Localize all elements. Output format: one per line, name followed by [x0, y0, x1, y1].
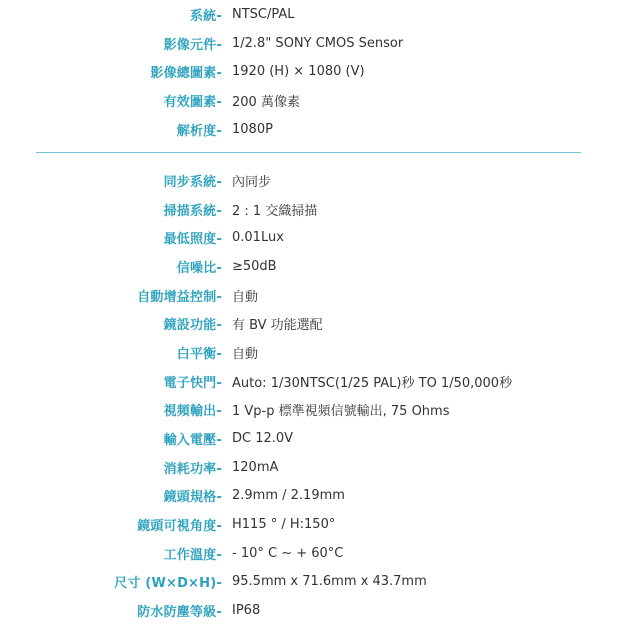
spec-value: 1920 (H) × 1080 (V): [232, 64, 365, 80]
spec-label: 有效圖素 -: [0, 91, 222, 110]
spec-row: [0, 568, 620, 597]
spec-label: 鏡設功能 -: [0, 314, 222, 333]
spec-value: Auto: 1/30NTSC(1/25 PAL)秒 TO 1/50,000秒: [232, 375, 513, 391]
spec-row: [0, 309, 620, 338]
spec-value: - 10° C ~ + 60°C: [232, 545, 344, 561]
spec-row: [0, 29, 620, 58]
spec-row: [0, 57, 620, 86]
spec-label: 消耗功率 -: [0, 458, 222, 477]
spec-value: 0.01Lux: [232, 230, 284, 246]
spec-row: [0, 424, 620, 453]
spec-row: [0, 396, 620, 425]
spec-group-imaging: [0, 0, 620, 143]
spec-value: 自動: [232, 289, 259, 305]
spec-label: 防水防塵等級 -: [0, 601, 222, 620]
spec-row: [0, 453, 620, 482]
spec-value: 2 : 1 交織掃描: [232, 203, 318, 219]
spec-row: [0, 482, 620, 511]
spec-label: 系統 -: [0, 5, 222, 24]
spec-row: [0, 281, 620, 310]
spec-label: 信噪比 -: [0, 257, 222, 276]
spec-row: [0, 86, 620, 115]
spec-value: DC 12.0V: [232, 431, 294, 447]
spec-row: [0, 195, 620, 224]
spec-row: [0, 596, 620, 625]
spec-label: 掃描系統 -: [0, 200, 222, 219]
spec-row: [0, 539, 620, 568]
spec-label: 工作溫度 -: [0, 544, 222, 563]
spec-row: [0, 115, 620, 144]
spec-label: 同步系統 -: [0, 171, 222, 190]
spec-value: 1/2.8" SONY CMOS Sensor: [232, 35, 404, 51]
spec-row: [0, 0, 620, 29]
spec-label: 鏡頭可視角度 -: [0, 515, 222, 534]
spec-label: 自動增益控制 -: [0, 286, 222, 305]
spec-value: 120mA: [232, 459, 279, 475]
spec-label: 影像總圖素 -: [0, 62, 222, 81]
spec-row: [0, 367, 620, 396]
spec-value: 1 Vp-p 標準視頻信號輸出, 75 Ohms: [232, 404, 450, 420]
spec-value: 1080P: [232, 121, 273, 137]
spec-label: 鏡頭規格 -: [0, 486, 222, 505]
section-divider: [36, 152, 581, 153]
spec-row: [0, 166, 620, 195]
spec-value: 95.5mm x 71.6mm x 43.7mm: [232, 574, 427, 590]
spec-value: IP68: [232, 603, 261, 619]
spec-value: 200 萬像素: [232, 94, 300, 110]
spec-row: [0, 252, 620, 281]
spec-label: 電子快門 -: [0, 372, 222, 391]
spec-label: 輸入電壓 -: [0, 429, 222, 448]
spec-label: 最低照度 -: [0, 228, 222, 247]
spec-label: 解析度 -: [0, 120, 222, 139]
spec-row: [0, 338, 620, 367]
spec-value: NTSC/PAL: [232, 6, 295, 22]
spec-row: [0, 510, 620, 539]
spec-label: 影像元件 -: [0, 34, 222, 53]
spec-label: 視頻輸出 -: [0, 400, 222, 419]
spec-row: [0, 223, 620, 252]
spec-value: H115 ° / H:150°: [232, 517, 336, 533]
spec-group-general: [0, 166, 620, 625]
spec-value: ≥50dB: [232, 258, 277, 274]
spec-label: 白平衡 -: [0, 343, 222, 362]
spec-value: 自動: [232, 346, 259, 362]
spec-value: 有 BV 功能選配: [232, 318, 323, 334]
spec-label: 尺寸 (W×D×H) -: [0, 572, 222, 591]
spec-value: 內同步: [232, 174, 272, 190]
spec-value: 2.9mm / 2.19mm: [232, 488, 345, 504]
